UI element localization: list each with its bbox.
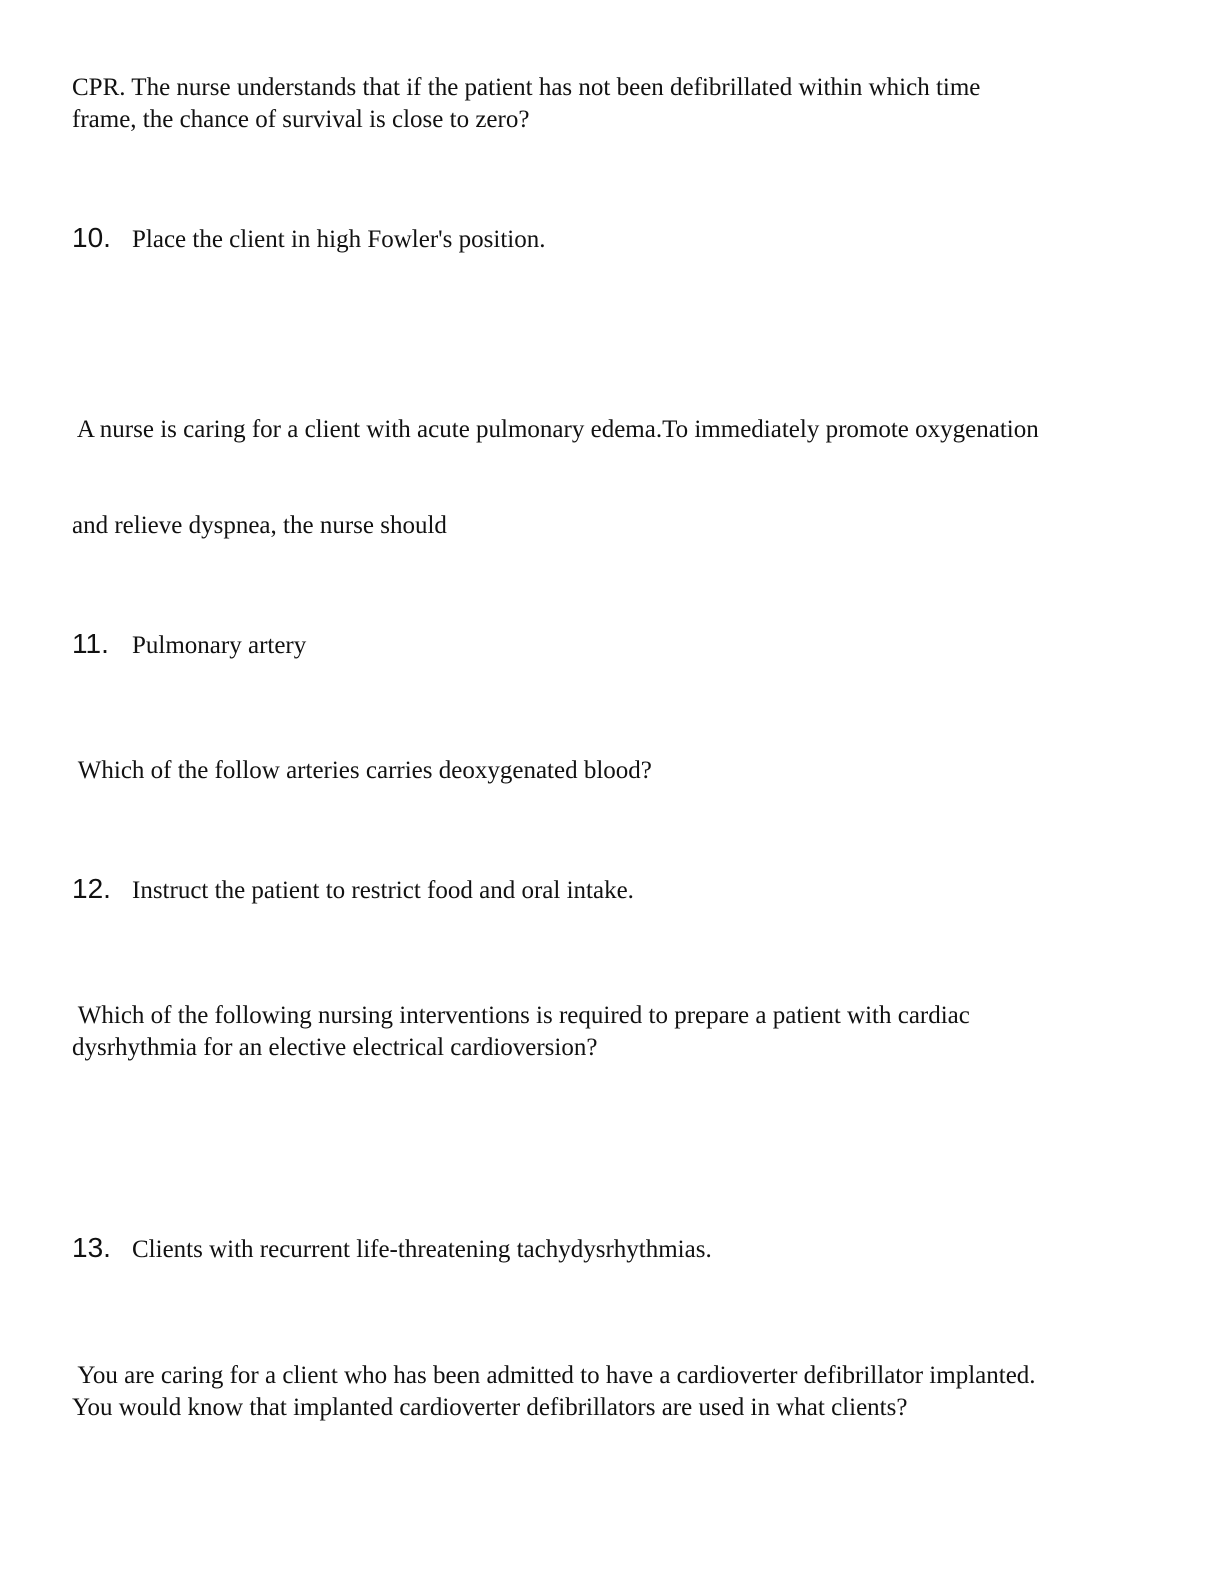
item-number: 10. <box>72 222 111 253</box>
answer-text: Instruct the patient to restrict food and oral intake. <box>132 877 634 904</box>
answer-text: Clients with recurrent life-threatening tachydysrhythmias. <box>132 1236 712 1263</box>
item-number: 12. <box>72 873 111 904</box>
continued-question <box>72 72 1152 136</box>
answer-10 <box>72 222 545 256</box>
answer-text: Place the client in high Fowler's position. <box>132 226 546 253</box>
question-10 <box>72 350 1152 574</box>
question-line: Which of the following nursing interventions is required to prepare a patient with cardiac <box>72 1002 970 1029</box>
item-number: 11. <box>72 628 109 659</box>
question-line: dysrhythmia for an elective electrical cardioversion? <box>72 1034 598 1061</box>
question-11 <box>72 755 1152 787</box>
question-line: A nurse is caring for a client with acute pulmonary edema.To immediately promote oxygenation <box>72 416 1039 443</box>
question-13 <box>72 1360 1152 1424</box>
item-number: 13. <box>72 1232 111 1263</box>
answer-11 <box>72 628 306 662</box>
question-line: and relieve dyspnea, the nurse should <box>72 512 447 539</box>
question-line: frame, the chance of survival is close to zero? <box>72 106 530 133</box>
question-line: You would know that implanted cardioverter defibrillators are used in what clients? <box>72 1394 908 1421</box>
question-12 <box>72 1000 1152 1064</box>
answer-13 <box>72 1232 712 1266</box>
answer-text: Pulmonary artery <box>132 632 307 659</box>
question-line: You are caring for a client who has been admitted to have a cardioverter defibrillator implanted. <box>72 1362 1036 1389</box>
answer-12 <box>72 873 634 907</box>
question-line: CPR. The nurse understands that if the patient has not been defibrillated within which time <box>72 74 981 101</box>
question-line: Which of the follow arteries carries deoxygenated blood? <box>72 757 652 784</box>
